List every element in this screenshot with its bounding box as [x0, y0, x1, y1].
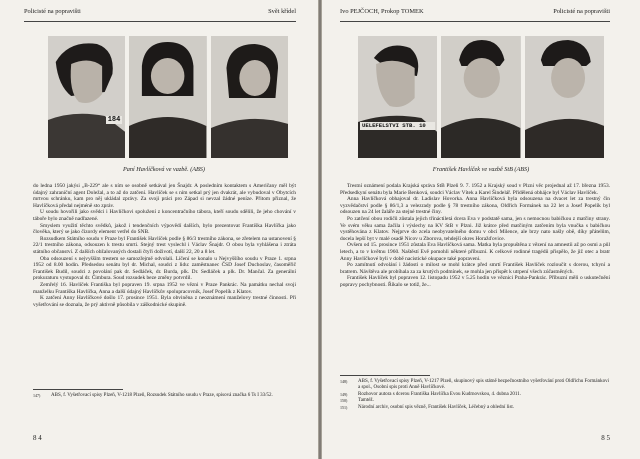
- mugshot-front-photo: [441, 36, 520, 158]
- mugshot-profile-photo: [358, 36, 437, 158]
- running-head-right: Svět křídel: [268, 8, 296, 15]
- woman-front-image: [129, 36, 206, 158]
- footnote: [340, 405, 610, 411]
- paragraph: Po zatčení obou rodičů zůstala jejich třináctiletá dcera Eva v podstatě sama, jen s nemocnou babičkou z matčiny strany. Ve svém věku sama žačila i výslechy na KV StB v Plzni. Již krátce před matčiným zatčením byla vnučka s babičkou vystěhována z Klatov. Nejprve do zcela neobyvatelného domu v obci Milence, ale brzy nato našly obě, díky přátelům, docela lepší byt v malé osadě Nicov u Zborova, tehdejší okres Horažďovice.: [340, 215, 610, 242]
- paragraph: Rozsudkem Státního soudu v Praze byl František Havlíček podle § 86/3 trestního zákona, se zřetelem na ustanovení § 22/1 trestního zákona, odsouzen k trestu smrti. Stejný trest vyslechl i Václav Šnajdr. O obou byla vyhlášena i ztráta státního občanství. Z dalších obžalovaných dostali čtyři doživotí, další 22, 20 a 8 let.: [33, 235, 296, 255]
- footnote-number: 151): [340, 405, 348, 411]
- mugshot-row: [48, 36, 288, 158]
- footnote-number: 150): [340, 398, 348, 404]
- paragraph: František Havlíček byl popraven 12. listopadu 1952 v 5.25 hodin ve věznici Praha-Pankrác. Příbuzní měli o uskutečnění popravy pochybnosti. Říkalo se totiž, že...: [340, 275, 610, 288]
- paragraph: do ledna 1950 jakýsi „B-229“ ale s ním se osobně setkával jen Šnajdr. A posledním kontaktem s Američany měl být údajný zahraniční agent Doležal, a to až do zatčení. Havlíček se s ním setkal prý jen dvakrát, ale vybudoval v Obytcích mrtvou schránku, kam pro něj ukládal zprávy. Za svoji práci pro Západ si nevzal žádné peníze. Přitom přiznal, že Havlíčková předal nejméně sto zpráv.: [33, 183, 296, 209]
- footnote: [340, 398, 610, 404]
- header-rule: [340, 21, 610, 22]
- footnote-number: 148): [340, 379, 348, 384]
- footnotes: [33, 393, 296, 400]
- left-page: [0, 0, 318, 459]
- photo-number-sign: 184: [107, 116, 121, 124]
- footnote-rule: [340, 375, 430, 376]
- footnotes: [340, 379, 610, 412]
- paragraph: Ovšem od 15. prosince 1951 zůstala Eva Havlíčková sama. Matka byla propuštěna z vězení na amnestii až po osmi a půl letech, a to v květnu 1960. Naštěstí Evě pomohli některé příbuzní. K celkové rodinné tragédii přispělo, že již otec a bratr Anny Havlíčkové byli v době nacistické okupace také popraveni.: [340, 242, 610, 262]
- mugshot-three-quarter-photo: [525, 36, 604, 158]
- paragraph: U soudu hovořili jako svědci i Havlíčkovi spolužení z koncentračního tábora, kteří soudu sdělili, že jeho chování v táboře bylo značně nadřazené.: [33, 209, 296, 222]
- footnote-text: Tamtéž.: [358, 398, 374, 404]
- body-text: [33, 183, 296, 308]
- footnote-text: ABS, f. Vyšetřovací spisy Plzeň, V-1217 Plzeň, skupinový spis státně bezpečnostního vyšetřování proti Oldřichu Formánkovi a spol., Osobní spis proti Anně Havlíčkové.: [358, 379, 609, 390]
- man-profile-image: [358, 36, 437, 158]
- footnote: [33, 393, 296, 399]
- photo-number-sign: UELEFELSTVI STB. 10: [360, 122, 435, 130]
- woman-profile-image: [48, 36, 125, 158]
- photo-caption: Paní Havlíčková ve vazbě. (ABS): [123, 166, 205, 173]
- paragraph: Zemřelý 16. Havlíček Františka byl popraven 19. srpna 1952 ve vězni v Praze Pankrác. Na památku nechal svoji manželku Františka Havlíčka, Anna a další údajný Havlíčkův spolupracovník, Josef Popelík z Klatov.: [33, 281, 296, 295]
- footnote: [340, 379, 610, 391]
- right-page: [322, 0, 640, 459]
- paragraph: Smyslem využití těchto svědků, jakož i tendenčních výpovědí dalších, bylo prezentovat Františka Havlíčka jako člověka, který se jako čizordy element vetřel do SNB.: [33, 222, 296, 236]
- footnote-text: Národní archiv, osobní spis vězně, František Havlíček, Léčebný a ohlední list.: [358, 405, 515, 411]
- mugshot-front-photo: [129, 36, 206, 158]
- paragraph: Anna Havlíčková obhajoval dr. Ladislav Hovorka. Anna Havlíčková byla odsouzena na dvacet let za trestný čin vyzvědačství podle § 86/1,3 a velezrady podle § 78 trestního zákona, Oldřich Formánek na 22 let a Josef Popelík byl odsouzen na 24 let žaláře za stejné trestné činy.: [340, 196, 610, 216]
- mugshot-row: [358, 36, 604, 158]
- man-three-quarter-image: [525, 36, 604, 158]
- page-number: 8 4: [33, 434, 42, 442]
- paragraph: Po zamítnutí odvolání i žádosti o milost se mohl krátce před smrtí František Havlíček rozloučit s dcerou, tchyní a bratrem. Návštěva ale probíhala za za krutých podmínek, se mohla jen přispět k utrpení všech zúčastněných.: [340, 262, 610, 275]
- footnote-number: 149): [340, 391, 348, 397]
- paragraph: Oba odsouzení s nejvyšším trestem se samozřejmě odvolali. Líčení se konalo u Nejvyššího soudu v Praze 1. srpna 1952 od 8.00 hodin. Předsedou senátu byl dr. Michal, soudci z lidu: zaměstnanec ČSD Josef Duchoslav, časoměřič František Budil, soudci z povolání pak dr. Sedláček, dr. Burda, plk. Dr. Sedláček a plk. Dr. Mančal. Za generální prokuraturu vystupoval dr. Čimbura. Soud rozsudek beze změny potvrdil.: [33, 255, 296, 282]
- running-head-left: Ivo PEJČOCH, Prokop TOMEK: [340, 8, 424, 15]
- man-front-image: [441, 36, 520, 158]
- running-head-left: Policisté na popravišti: [24, 8, 81, 15]
- footnote-rule: [33, 389, 123, 390]
- paragraph: K zatčení Anny Havlíčkové došlo 17. prosince 1951. Byla obviněna z neoznámení manželovy trestné činnosti. Při vyšetřování se doznala, že prý aktivně působila v záškodnické skupině.: [33, 295, 296, 308]
- footnote-text: Rozhovor autora s dcerou Františka Havlíčka Evou Kudrnovskou, 4. dubna 2011.: [358, 391, 521, 397]
- body-text: [340, 183, 610, 289]
- page-number: 8 5: [601, 434, 610, 442]
- running-head-right: Policisté na popravišti: [553, 8, 610, 15]
- mugshot-three-quarter-photo: [211, 36, 288, 158]
- footnote-text: ABS, f. Vyšetřovací spisy Plzeň, V-1218 Plzeň, Rozsudek Státního soudu v Praze, spisová značka 6 Ts I 33/52.: [51, 393, 273, 398]
- footnote: [340, 392, 610, 398]
- footnote-number: 147): [33, 393, 41, 398]
- header-rule: [24, 21, 296, 22]
- paragraph: Trestní oznámení podala Krajská správa StB Plzeň 9. 7. 1952 a Krajský soud v Plzni věc projednal až 17. března 1953. Předsedkyní senátu byla Marie Benková, soudci Václav Vítek a Karel Šindelář. Přidělená obhájce byl Václav Havlíček.: [340, 183, 610, 196]
- woman-three-quarter-image: [211, 36, 288, 158]
- mugshot-profile-photo: [48, 36, 125, 158]
- photo-caption: František Havlíček ve vazbě StB (ABS): [432, 166, 530, 173]
